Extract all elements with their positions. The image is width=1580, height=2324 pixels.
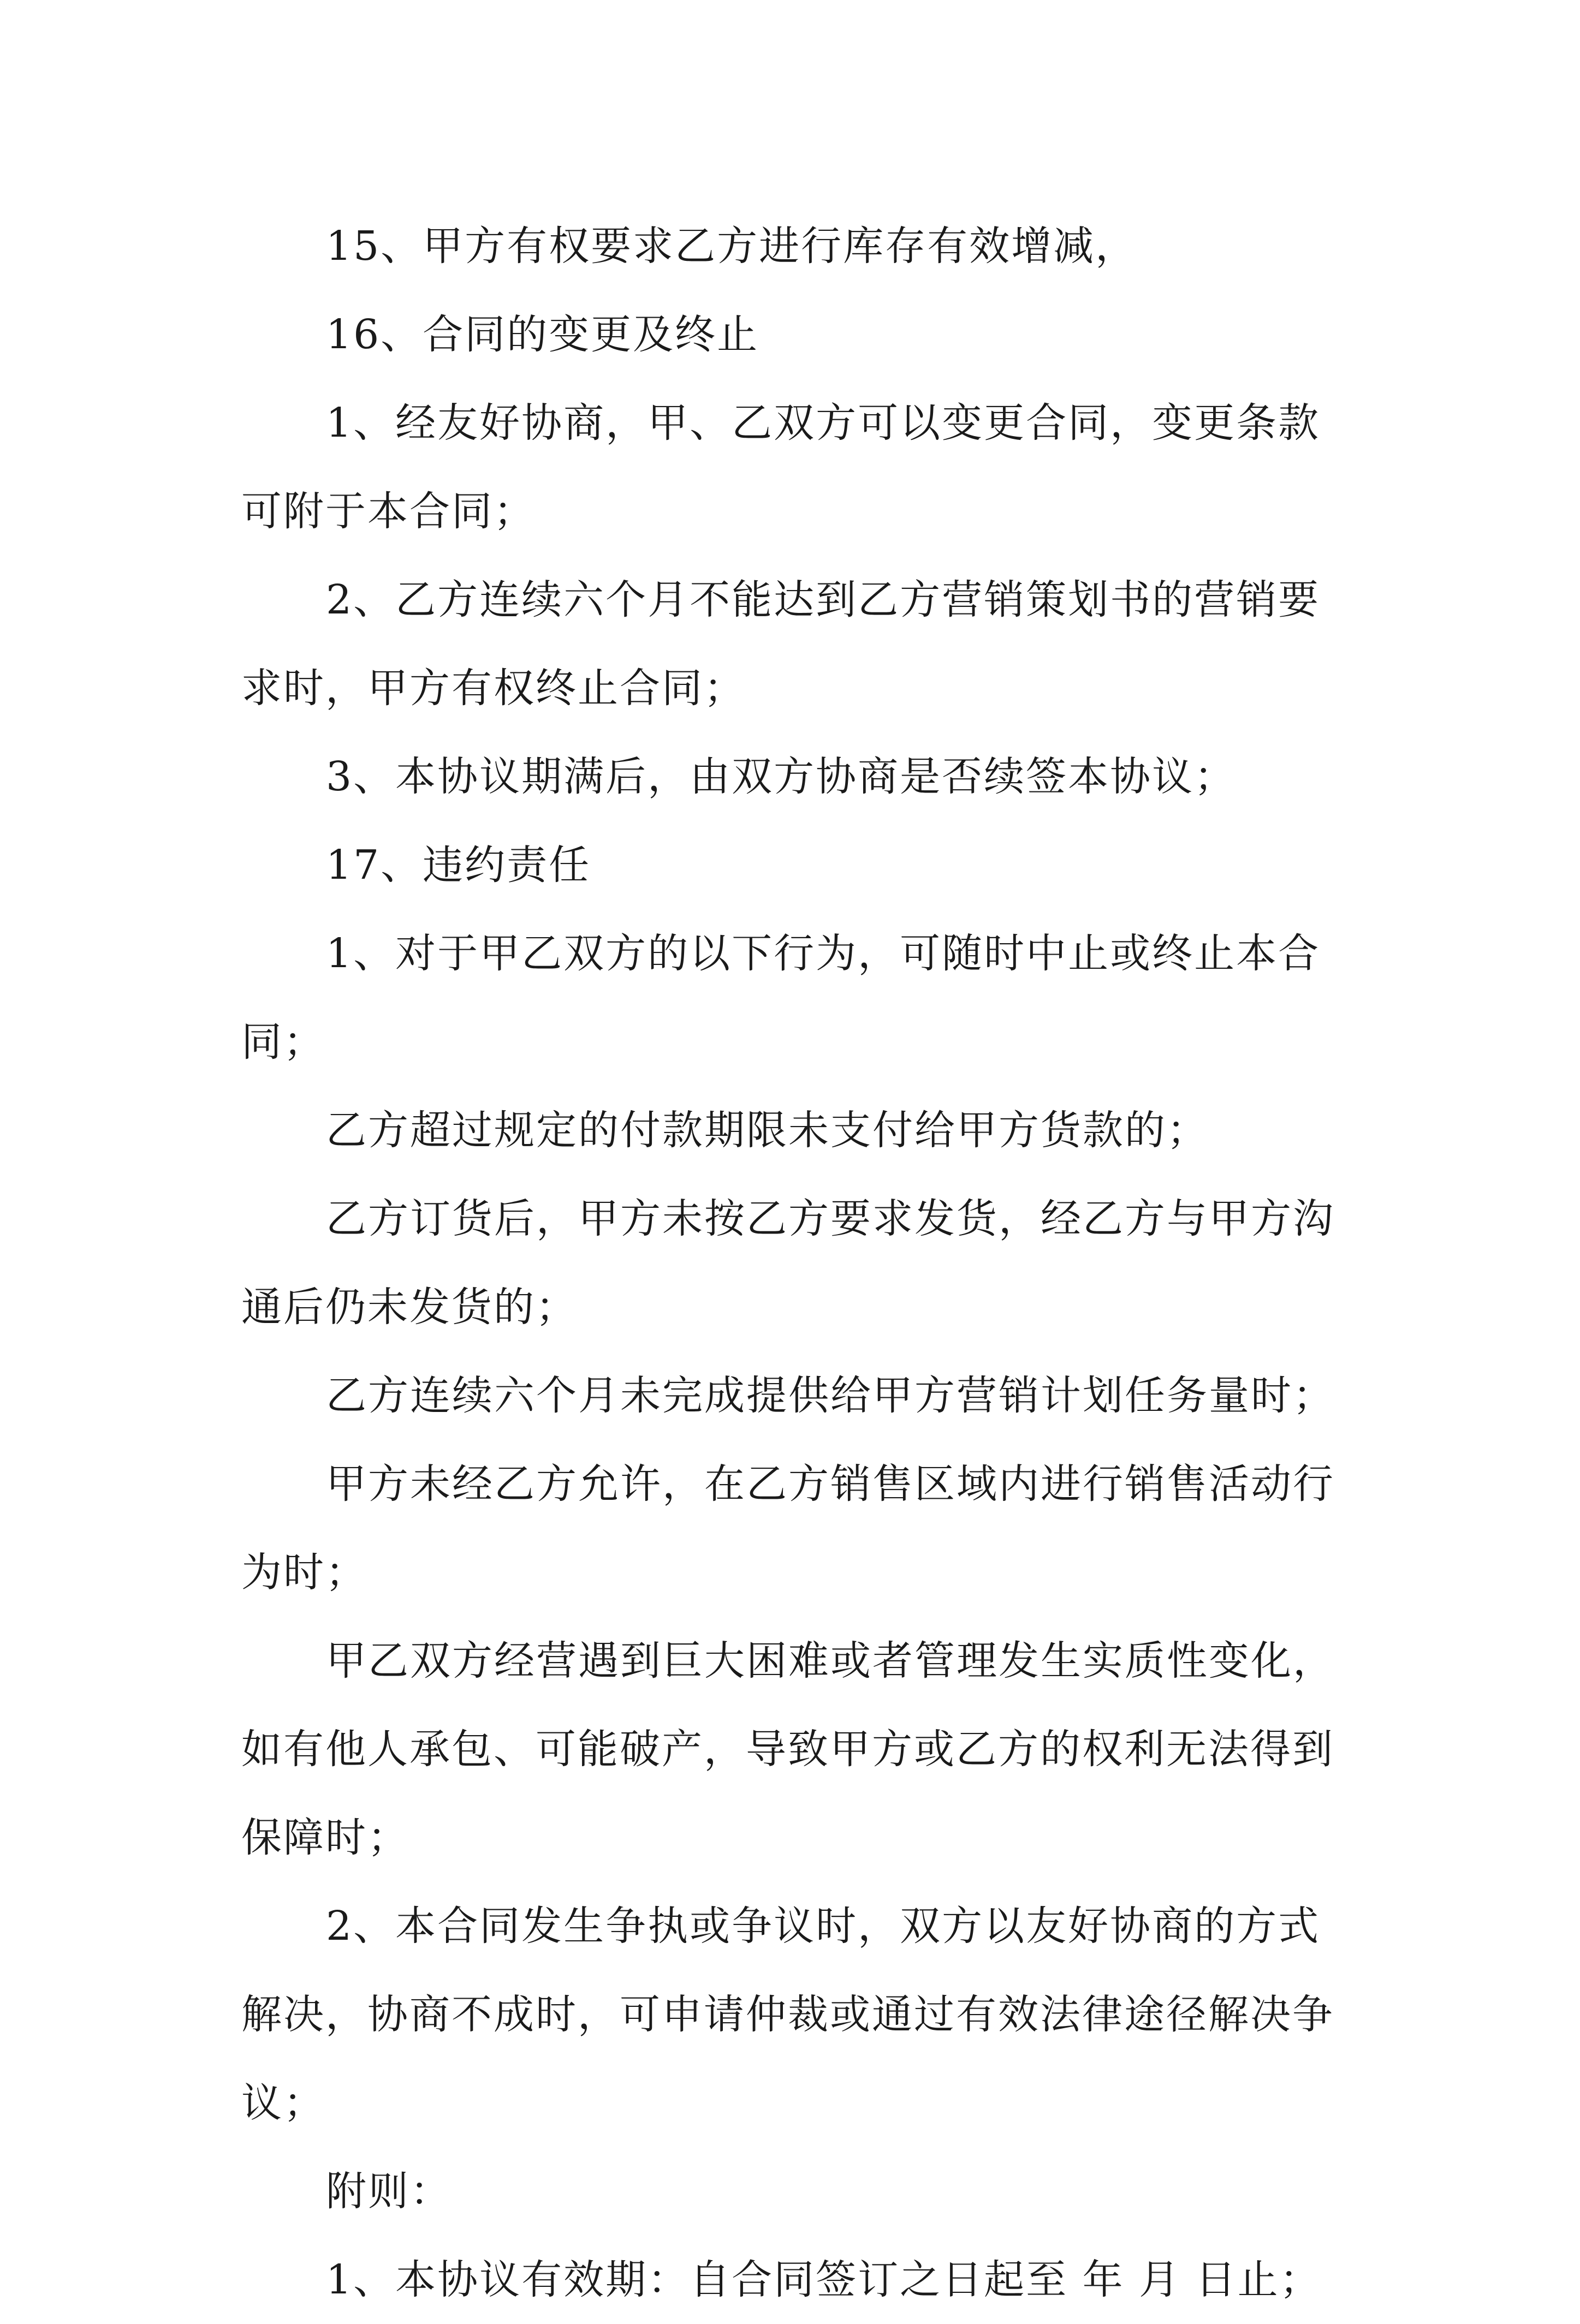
paragraph-breach-payment: 乙方超过规定的付款期限未支付给甲方货款的； — [326, 1107, 1209, 1154]
document-body — [241, 202, 1355, 2324]
paragraph-clause-17-item-1: 1、对于甲乙双方的以下行为，可随时中止或终止本合同； — [241, 930, 1321, 1065]
paragraph-breach-delivery: 乙方订货后，甲方未按乙方要求发货，经乙方与甲方沟通后仍未发货的； — [241, 1195, 1335, 1331]
paragraph-breach-sales-target: 乙方连续六个月未完成提供给甲方营销计划任务量时； — [326, 1372, 1335, 1419]
paragraph-supplementary-heading: 附则： — [326, 2168, 452, 2215]
paragraph-validity-period: 1、本协议有效期：自合同签订之日起至 年 月 日止； — [326, 2256, 1322, 2303]
paragraph-breach-territory: 甲方未经乙方允许，在乙方销售区域内进行销售活动行为时； — [241, 1461, 1335, 1596]
paragraph-clause-16-heading: 16、合同的变更及终止 — [326, 311, 759, 358]
paragraph-clause-16-item-3: 3、本协议期满后，由双方协商是否续签本协议； — [326, 753, 1237, 800]
paragraph-clause-17-heading: 17、违约责任 — [326, 842, 591, 889]
paragraph-clause-16-item-2: 2、乙方连续六个月不能达到乙方营销策划书的营销要求时，甲方有权终止合同； — [241, 576, 1321, 712]
paragraph-clause-16-item-1: 1、经友好协商，甲、乙双方可以变更合同，变更条款可附于本合同； — [241, 400, 1321, 535]
paragraph-clause-17-item-2: 2、本合同发生争执或争议时，双方以友好协商的方式解决，协商不成时，可申请仲裁或通过有效法律途径解决争议； — [241, 1903, 1334, 2126]
paragraph-breach-operations: 甲乙双方经营遇到巨大困难或者管理发生实质性变化，如有他人承包、可能破产，导致甲方或乙方的权利无法得到保障时； — [241, 1637, 1335, 1861]
paragraph-clause-15: 15、甲方有权要求乙方进行库存有效增减， — [326, 223, 1138, 270]
